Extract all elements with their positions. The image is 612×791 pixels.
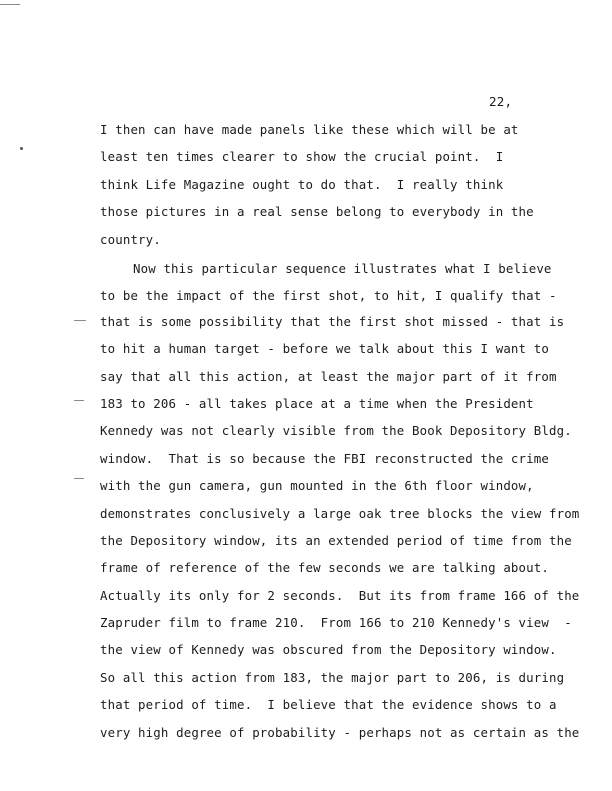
text-line: country.	[100, 232, 161, 247]
text-line: that period of time. I believe that the evidence shows to a	[100, 697, 557, 712]
text-line: I then can have made panels like these which will be at	[100, 122, 519, 137]
scan-edge-mark-left-2	[74, 400, 84, 401]
text-line: that is some possibility that the first shot missed - that is	[100, 314, 565, 329]
text-line: demonstrates conclusively a large oak tree blocks the view from	[100, 506, 580, 521]
scan-edge-mark-top	[0, 4, 20, 5]
text-line: window. That is so because the FBI reconstructed the crime	[100, 451, 549, 466]
text-line: Actually its only for 2 seconds. But its from frame 166 of the	[100, 588, 580, 603]
text-line: Zapruder film to frame 210. From 166 to 210 Kennedy's view -	[100, 615, 572, 630]
text-line: very high degree of probability - perhaps not as certain as the	[100, 725, 580, 740]
text-line: think Life Magazine ought to do that. I really think	[100, 177, 504, 192]
text-line: those pictures in a real sense belong to everybody in the	[100, 204, 534, 219]
text-line-paragraph-start: Now this particular sequence illustrates what I believe	[133, 261, 552, 276]
text-line: frame of reference of the few seconds we are talking about.	[100, 560, 549, 575]
text-line: to be the impact of the first shot, to hit, I qualify that -	[100, 288, 557, 303]
text-line: say that all this action, at least the major part of it from	[100, 369, 557, 384]
scan-edge-mark-left-1	[74, 320, 86, 321]
text-line: So all this action from 183, the major part to 206, is during	[100, 670, 565, 685]
text-line: to hit a human target - before we talk about this I want to	[100, 341, 549, 356]
text-line: the view of Kennedy was obscured from the Depository window.	[100, 642, 557, 657]
text-line: with the gun camera, gun mounted in the 6th floor window,	[100, 478, 534, 493]
text-line: Kennedy was not clearly visible from the Book Depository Bldg.	[100, 423, 572, 438]
text-line: the Depository window, its an extended period of time from the	[100, 533, 572, 548]
scan-speck	[20, 147, 23, 150]
page-number: 22,	[489, 94, 513, 109]
text-line: 183 to 206 - all takes place at a time when the President	[100, 396, 534, 411]
scan-edge-mark-left-3	[74, 478, 84, 479]
text-line: least ten times clearer to show the crucial point. I	[100, 149, 504, 164]
